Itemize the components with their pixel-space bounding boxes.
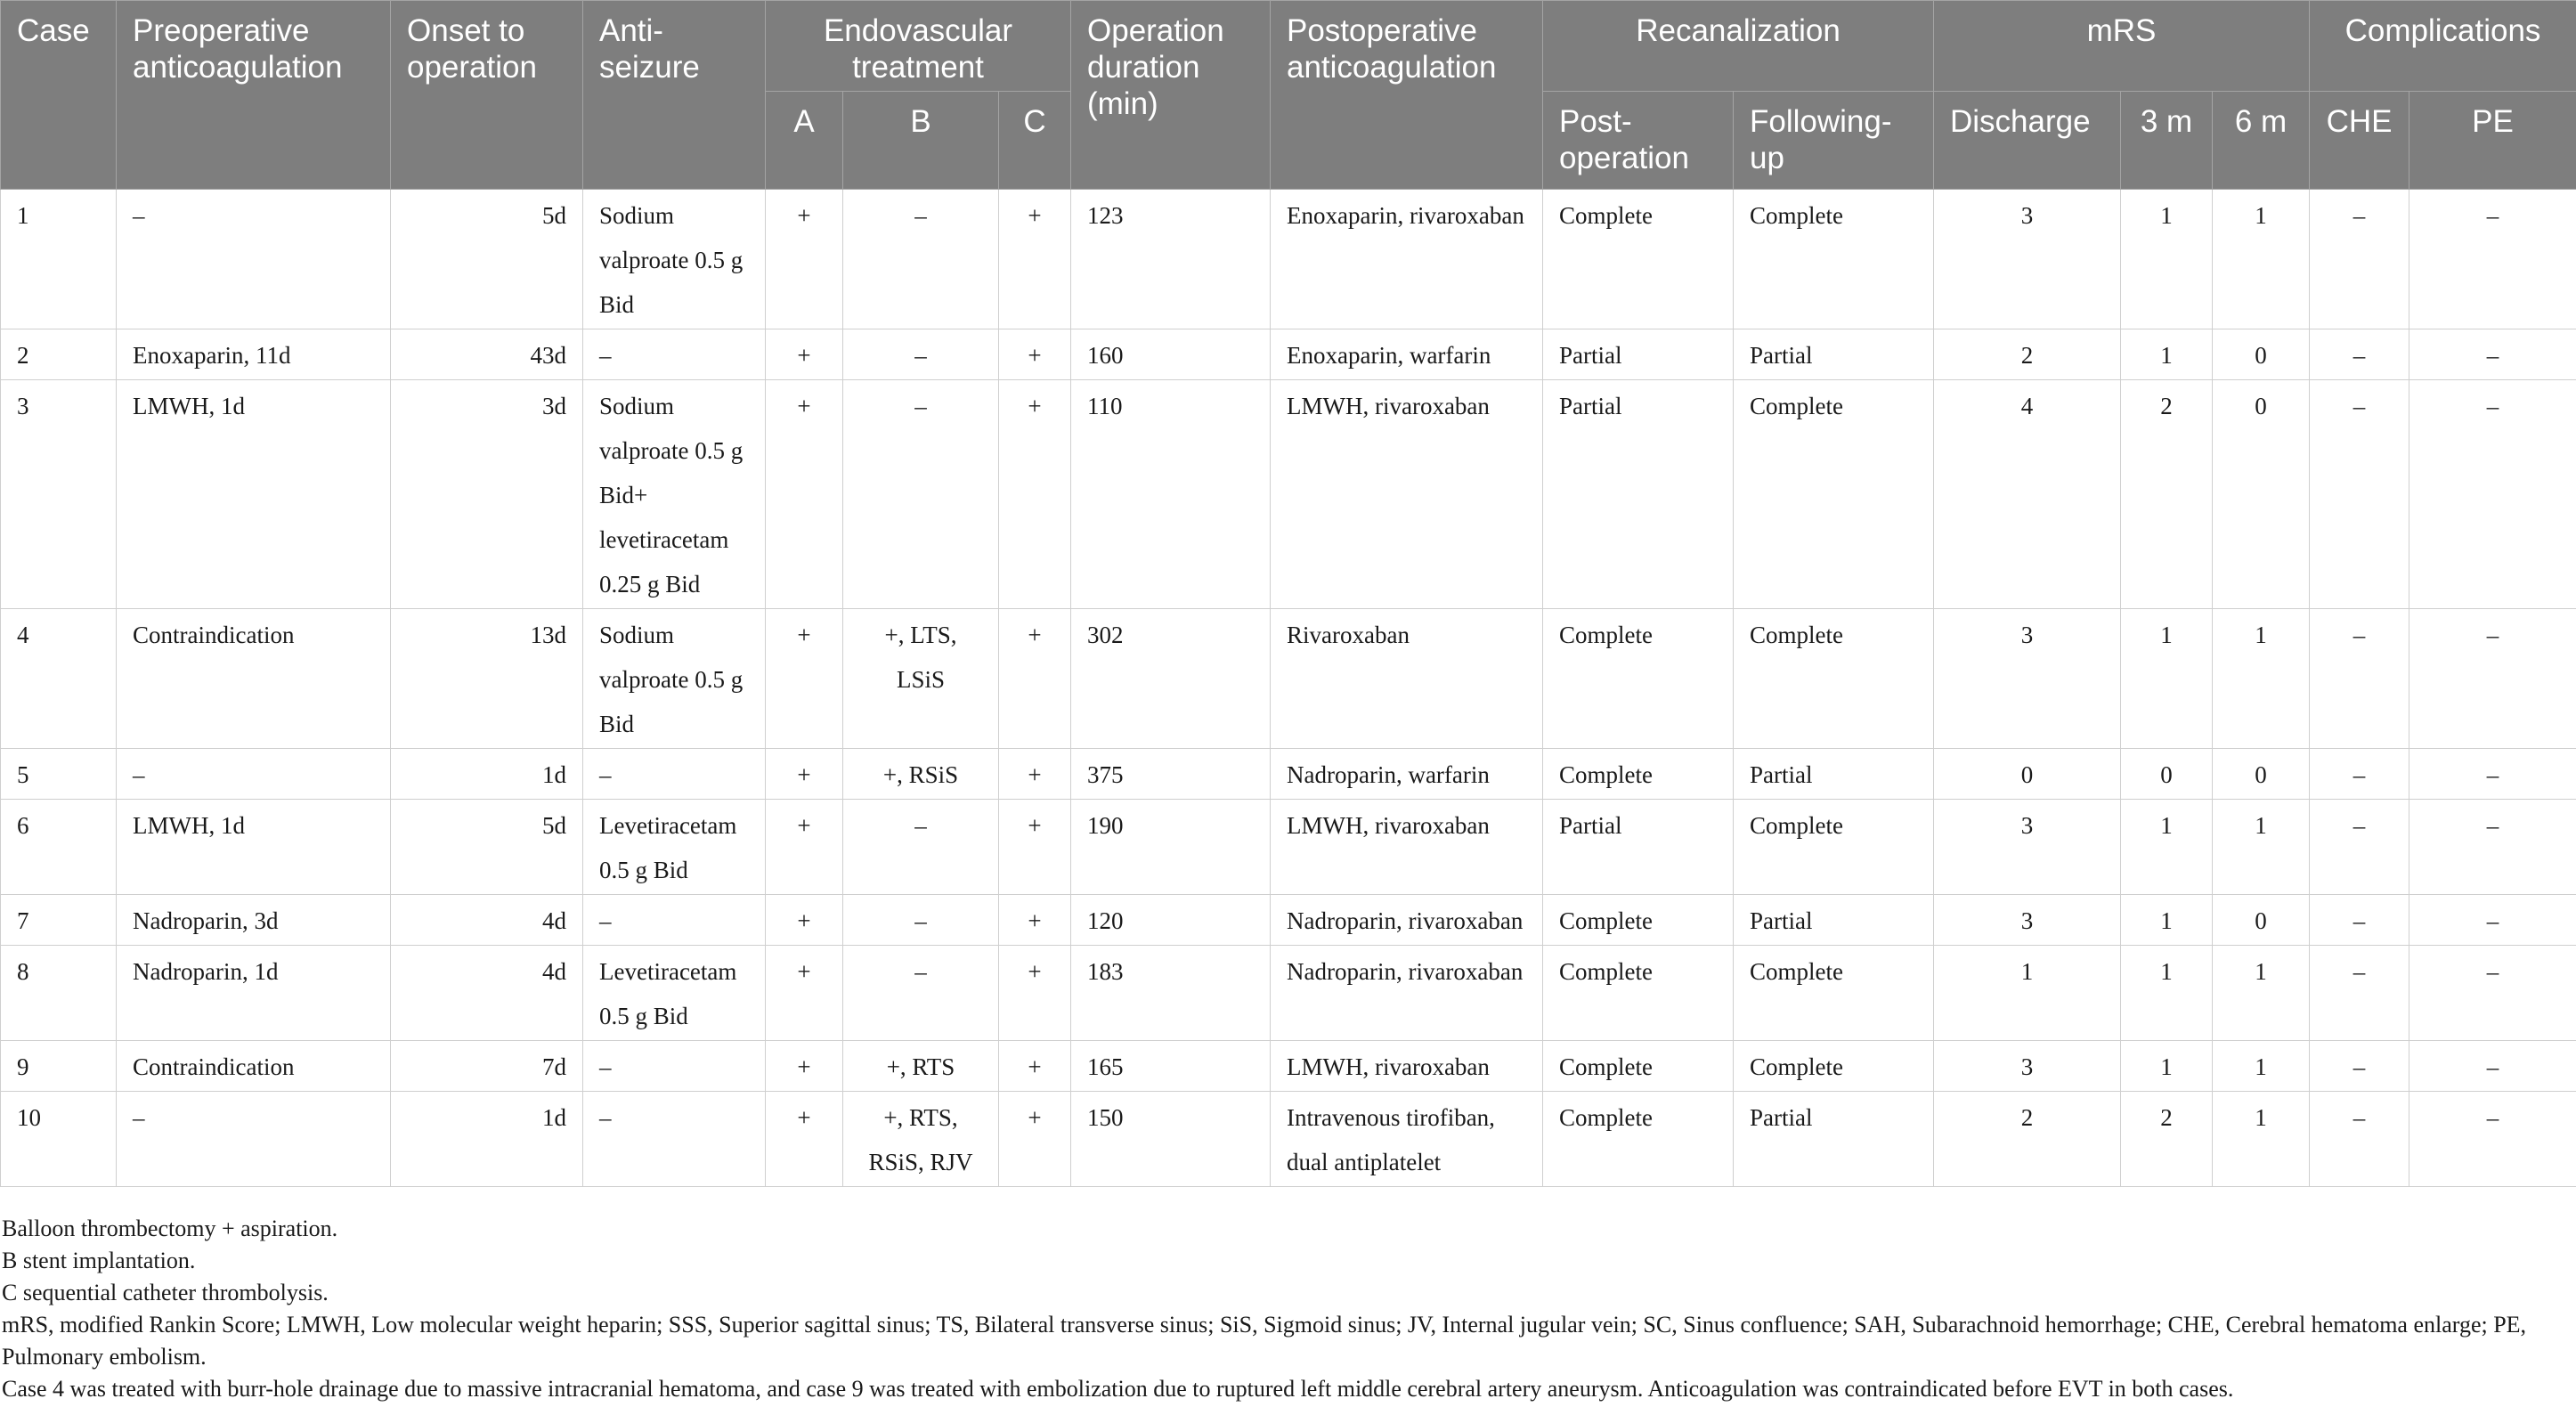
cell-anti-seizure: Levetiracetam 0.5 g Bid: [583, 800, 766, 895]
cell-mrs-discharge: 0: [1934, 749, 2121, 800]
cell-onset-to-operation: 43d: [391, 329, 583, 380]
cell-recan-post-operation: Complete: [1543, 749, 1734, 800]
cell-preoperative-anticoagulation: Contraindication: [117, 1041, 391, 1092]
cell-preoperative-anticoagulation: –: [117, 1092, 391, 1187]
table-row: [1, 1041, 2576, 1092]
cell-mrs-discharge: 2: [1934, 1092, 2121, 1187]
cell-case: 5: [1, 749, 117, 800]
cell-case: 8: [1, 946, 117, 1041]
cell-postoperative-anticoagulation: LMWH, rivaroxaban: [1271, 800, 1543, 895]
cell-operation-duration: 165: [1071, 1041, 1271, 1092]
cell-che: –: [2310, 609, 2409, 749]
cell-che: –: [2310, 380, 2409, 609]
cell-recan-post-operation: Complete: [1543, 190, 1734, 329]
cell-mrs-6m: 1: [2213, 609, 2310, 749]
header-endovascular-treatment: Endovascular treatment: [766, 1, 1071, 92]
cell-pe: –: [2409, 946, 2576, 1041]
cell-recan-following-up: Partial: [1734, 1092, 1934, 1187]
cell-case: 4: [1, 609, 117, 749]
cell-onset-to-operation: 1d: [391, 749, 583, 800]
cell-pe: –: [2409, 1041, 2576, 1092]
cell-anti-seizure: –: [583, 1041, 766, 1092]
cell-che: –: [2310, 895, 2409, 946]
cell-che: –: [2310, 1041, 2409, 1092]
cell-evt-a: +: [766, 946, 843, 1041]
cell-anti-seizure: Sodium valproate 0.5 g Bid+ levetiracetam 0.25 g Bid: [583, 380, 766, 609]
cell-postoperative-anticoagulation: Nadroparin, rivaroxaban: [1271, 895, 1543, 946]
cell-preoperative-anticoagulation: LMWH, 1d: [117, 380, 391, 609]
cell-mrs-3m: 1: [2121, 1041, 2213, 1092]
cell-pe: –: [2409, 1092, 2576, 1187]
cell-evt-a: +: [766, 895, 843, 946]
cell-operation-duration: 150: [1071, 1092, 1271, 1187]
cell-anti-seizure: Sodium valproate 0.5 g Bid: [583, 609, 766, 749]
cell-evt-c: +: [999, 1041, 1071, 1092]
cell-operation-duration: 110: [1071, 380, 1271, 609]
cell-recan-post-operation: Complete: [1543, 1092, 1734, 1187]
cell-che: –: [2310, 800, 2409, 895]
footnote: mRS, modified Rankin Score; LMWH, Low molecular weight heparin; SSS, Superior sagittal sinus; TS, Bilateral transverse sinus; SiS, Sigmoid sinus; JV, Internal jugular vein; SC, Sinus confluence; SAH, Subarachnoid hemorrhage; CHE, Cerebral hematoma enlarge; PE, Pulmonary embolism.: [2, 1312, 2527, 1370]
cell-evt-c: +: [999, 946, 1071, 1041]
cell-onset-to-operation: 13d: [391, 609, 583, 749]
cell-recan-following-up: Complete: [1734, 190, 1934, 329]
cell-che: –: [2310, 1092, 2409, 1187]
cell-evt-b: –: [843, 800, 999, 895]
header-recan-post-operation: Post-operation: [1543, 92, 1734, 190]
cell-evt-c: +: [999, 800, 1071, 895]
cell-recan-post-operation: Partial: [1543, 329, 1734, 380]
cell-evt-a: +: [766, 800, 843, 895]
cell-mrs-6m: 0: [2213, 895, 2310, 946]
header-postoperative-anticoagulation: Postoperative anticoagulation: [1271, 1, 1543, 190]
header-evt-c: C: [999, 92, 1071, 190]
cell-onset-to-operation: 3d: [391, 380, 583, 609]
cell-evt-a: +: [766, 609, 843, 749]
cell-evt-b: +, RSiS: [843, 749, 999, 800]
cell-postoperative-anticoagulation: Enoxaparin, warfarin: [1271, 329, 1543, 380]
cell-evt-a: +: [766, 380, 843, 609]
cell-evt-a: +: [766, 1092, 843, 1187]
cell-case: 9: [1, 1041, 117, 1092]
cell-preoperative-anticoagulation: Contraindication: [117, 609, 391, 749]
cell-recan-post-operation: Complete: [1543, 1041, 1734, 1092]
cell-onset-to-operation: 7d: [391, 1041, 583, 1092]
footnote: C sequential catheter thrombolysis.: [2, 1280, 329, 1305]
cell-postoperative-anticoagulation: LMWH, rivaroxaban: [1271, 380, 1543, 609]
cell-mrs-3m: 1: [2121, 895, 2213, 946]
table-row: [1, 329, 2576, 380]
cell-che: –: [2310, 329, 2409, 380]
header-anti-seizure: Anti-seizure: [583, 1, 766, 190]
table-row: [1, 1092, 2576, 1187]
cell-anti-seizure: Sodium valproate 0.5 g Bid: [583, 190, 766, 329]
cell-mrs-3m: 2: [2121, 1092, 2213, 1187]
cell-evt-b: –: [843, 380, 999, 609]
footnote: Case 4 was treated with burr-hole drainage due to massive intracranial hematoma, and case 9 was treated with embolization due to ruptured left middle cerebral artery aneurysm. Anticoagulation was contraindicated before EVT in both cases.: [2, 1376, 2234, 1402]
cell-postoperative-anticoagulation: Enoxaparin, rivaroxaban: [1271, 190, 1543, 329]
cell-case: 6: [1, 800, 117, 895]
cell-recan-post-operation: Partial: [1543, 800, 1734, 895]
cell-mrs-6m: 1: [2213, 1092, 2310, 1187]
cell-onset-to-operation: 1d: [391, 1092, 583, 1187]
cell-pe: –: [2409, 800, 2576, 895]
table-body: [1, 190, 2576, 1187]
cell-mrs-3m: 2: [2121, 380, 2213, 609]
cell-mrs-3m: 1: [2121, 946, 2213, 1041]
cell-recan-post-operation: Complete: [1543, 946, 1734, 1041]
cell-evt-b: +, RTS: [843, 1041, 999, 1092]
cell-preoperative-anticoagulation: –: [117, 749, 391, 800]
cell-recan-following-up: Complete: [1734, 609, 1934, 749]
cell-onset-to-operation: 4d: [391, 895, 583, 946]
cell-pe: –: [2409, 895, 2576, 946]
cell-evt-c: +: [999, 895, 1071, 946]
cell-mrs-3m: 1: [2121, 329, 2213, 380]
cell-recan-following-up: Complete: [1734, 946, 1934, 1041]
header-mrs-discharge: Discharge: [1934, 92, 2121, 190]
cell-operation-duration: 123: [1071, 190, 1271, 329]
cell-mrs-discharge: 2: [1934, 329, 2121, 380]
cell-pe: –: [2409, 190, 2576, 329]
cell-mrs-discharge: 3: [1934, 609, 2121, 749]
cell-onset-to-operation: 4d: [391, 946, 583, 1041]
cell-onset-to-operation: 5d: [391, 190, 583, 329]
header-recanalization: Recanalization: [1543, 1, 1934, 92]
cell-mrs-3m: 1: [2121, 609, 2213, 749]
table-footnotes: [0, 1213, 2564, 1405]
table-row: [1, 380, 2576, 609]
cell-anti-seizure: –: [583, 1092, 766, 1187]
cell-evt-a: +: [766, 1041, 843, 1092]
cell-operation-duration: 160: [1071, 329, 1271, 380]
cell-evt-b: +, LTS, LSiS: [843, 609, 999, 749]
cell-evt-c: +: [999, 1092, 1071, 1187]
cell-postoperative-anticoagulation: Nadroparin, warfarin: [1271, 749, 1543, 800]
cell-onset-to-operation: 5d: [391, 800, 583, 895]
cell-postoperative-anticoagulation: Intravenous tirofiban, dual antiplatelet: [1271, 1092, 1543, 1187]
cell-mrs-discharge: 4: [1934, 380, 2121, 609]
table-header: [1, 1, 2576, 190]
cell-recan-post-operation: Complete: [1543, 895, 1734, 946]
cell-postoperative-anticoagulation: Nadroparin, rivaroxaban: [1271, 946, 1543, 1041]
cell-mrs-discharge: 3: [1934, 800, 2121, 895]
header-pe: PE: [2409, 92, 2576, 190]
header-evt-a: A: [766, 92, 843, 190]
header-mrs-6m: 6 m: [2213, 92, 2310, 190]
cell-recan-following-up: Complete: [1734, 380, 1934, 609]
cell-recan-following-up: Partial: [1734, 329, 1934, 380]
cell-mrs-3m: 0: [2121, 749, 2213, 800]
cell-mrs-discharge: 3: [1934, 895, 2121, 946]
cell-evt-b: –: [843, 190, 999, 329]
cell-pe: –: [2409, 329, 2576, 380]
cell-evt-a: +: [766, 190, 843, 329]
table-row: [1, 190, 2576, 329]
cell-evt-b: +, RTS, RSiS, RJV: [843, 1092, 999, 1187]
header-row-top: [1, 1, 2576, 92]
cell-mrs-6m: 1: [2213, 800, 2310, 895]
cell-evt-c: +: [999, 749, 1071, 800]
table-row: [1, 895, 2576, 946]
header-operation-duration: Operation duration (min): [1071, 1, 1271, 190]
cell-evt-b: –: [843, 895, 999, 946]
cell-mrs-6m: 0: [2213, 329, 2310, 380]
footnote: B stent implantation.: [2, 1248, 196, 1273]
cell-case: 10: [1, 1092, 117, 1187]
header-onset-to-operation: Onset to operation: [391, 1, 583, 190]
cell-mrs-discharge: 3: [1934, 190, 2121, 329]
cell-evt-a: +: [766, 749, 843, 800]
cell-anti-seizure: –: [583, 895, 766, 946]
cell-mrs-3m: 1: [2121, 800, 2213, 895]
cell-preoperative-anticoagulation: LMWH, 1d: [117, 800, 391, 895]
cell-operation-duration: 302: [1071, 609, 1271, 749]
cell-evt-c: +: [999, 190, 1071, 329]
cell-case: 7: [1, 895, 117, 946]
cell-pe: –: [2409, 609, 2576, 749]
cell-mrs-3m: 1: [2121, 190, 2213, 329]
cell-mrs-6m: 0: [2213, 380, 2310, 609]
cell-case: 2: [1, 329, 117, 380]
cell-recan-following-up: Partial: [1734, 749, 1934, 800]
cell-anti-seizure: –: [583, 329, 766, 380]
cell-che: –: [2310, 946, 2409, 1041]
cell-evt-a: +: [766, 329, 843, 380]
cell-preoperative-anticoagulation: –: [117, 190, 391, 329]
footnote: Balloon thrombectomy + aspiration.: [2, 1216, 338, 1241]
cell-postoperative-anticoagulation: Rivaroxaban: [1271, 609, 1543, 749]
cell-mrs-6m: 1: [2213, 946, 2310, 1041]
cell-mrs-6m: 0: [2213, 749, 2310, 800]
cell-operation-duration: 190: [1071, 800, 1271, 895]
header-che: CHE: [2310, 92, 2409, 190]
cell-operation-duration: 183: [1071, 946, 1271, 1041]
cell-recan-following-up: Complete: [1734, 1041, 1934, 1092]
cell-mrs-discharge: 3: [1934, 1041, 2121, 1092]
cell-che: –: [2310, 190, 2409, 329]
cell-recan-post-operation: Complete: [1543, 609, 1734, 749]
table-row: [1, 609, 2576, 749]
cell-recan-post-operation: Partial: [1543, 380, 1734, 609]
cell-anti-seizure: Levetiracetam 0.5 g Bid: [583, 946, 766, 1041]
cell-preoperative-anticoagulation: Nadroparin, 1d: [117, 946, 391, 1041]
cell-preoperative-anticoagulation: Nadroparin, 3d: [117, 895, 391, 946]
header-case: Case: [1, 1, 117, 190]
cell-mrs-6m: 1: [2213, 190, 2310, 329]
header-recan-following-up: Following-up: [1734, 92, 1934, 190]
table-row: [1, 800, 2576, 895]
table-row: [1, 946, 2576, 1041]
cell-anti-seizure: –: [583, 749, 766, 800]
cell-evt-c: +: [999, 329, 1071, 380]
cell-che: –: [2310, 749, 2409, 800]
cell-evt-c: +: [999, 380, 1071, 609]
cell-pe: –: [2409, 380, 2576, 609]
table-row: [1, 749, 2576, 800]
header-complications: Complications: [2310, 1, 2576, 92]
cell-case: 1: [1, 190, 117, 329]
cell-recan-following-up: Partial: [1734, 895, 1934, 946]
cell-recan-following-up: Complete: [1734, 800, 1934, 895]
header-mrs: mRS: [1934, 1, 2310, 92]
cell-preoperative-anticoagulation: Enoxaparin, 11d: [117, 329, 391, 380]
cell-operation-duration: 375: [1071, 749, 1271, 800]
header-evt-b: B: [843, 92, 999, 190]
cell-operation-duration: 120: [1071, 895, 1271, 946]
header-mrs-3m: 3 m: [2121, 92, 2213, 190]
cell-evt-c: +: [999, 609, 1071, 749]
cell-postoperative-anticoagulation: LMWH, rivaroxaban: [1271, 1041, 1543, 1092]
cell-evt-b: –: [843, 329, 999, 380]
cell-mrs-6m: 1: [2213, 1041, 2310, 1092]
cell-case: 3: [1, 380, 117, 609]
cell-mrs-discharge: 1: [1934, 946, 2121, 1041]
cell-evt-b: –: [843, 946, 999, 1041]
cell-pe: –: [2409, 749, 2576, 800]
header-preoperative-anticoagulation: Preoperative anticoagulation: [117, 1, 391, 190]
